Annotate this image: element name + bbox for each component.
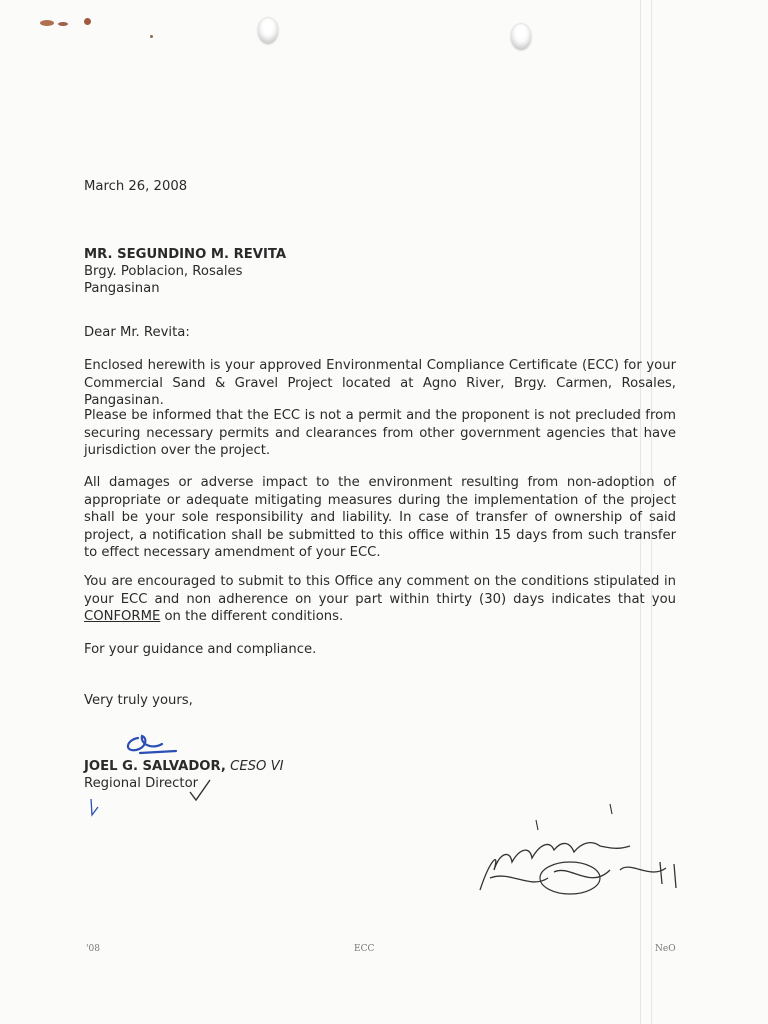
footer-center: ECC xyxy=(354,944,375,954)
punch-hole xyxy=(511,24,531,50)
closing: Very truly yours, xyxy=(84,693,193,708)
recipient-name: MR. SEGUNDINO M. REVITA xyxy=(84,247,287,262)
check-mark xyxy=(188,778,218,808)
stain-mark xyxy=(40,20,54,26)
paragraph-2: Please be informed that the ECC is not a permit and the proponent is not precluded from securing necessary permits and clearances from other government agencies that have jurisdiction over the project. xyxy=(84,408,676,459)
blue-pen-mark xyxy=(88,797,102,819)
footer-right: NeO xyxy=(655,944,676,954)
punch-hole xyxy=(258,18,278,44)
letter-date: March 26, 2008 xyxy=(84,179,188,194)
handwritten-receipt-signature xyxy=(470,800,700,910)
signatory-line xyxy=(84,758,284,776)
recipient-address-line1: Brgy. Poblacion, Rosales xyxy=(84,264,243,279)
recipient-address-line2: Pangasinan xyxy=(84,281,160,296)
stain-mark xyxy=(150,35,153,38)
signatory-name: JOEL G. SALVADOR, xyxy=(84,759,226,774)
paragraph-4-text-end: on the different conditions. xyxy=(160,609,344,625)
paragraph-4-text: You are encouraged to submit to this Office any comment on the conditions stipulated in your ECC and non adherence on your part within thirty (30) days indicates that you xyxy=(84,574,676,607)
paragraph-3: All damages or adverse impact to the environment resulting from non-adoption of appropriate or adequate mitigating measures during the implementation of the project shall be your sole responsibility and liability. In case of transfer of ownership of said project, a notification shall be submitted to this office within 15 days from such transfer to effect necessary amendment of your ECC. xyxy=(84,475,676,561)
stain-mark xyxy=(84,18,91,25)
signatory-position: Regional Director xyxy=(84,776,199,791)
conforme-underlined: CONFORME xyxy=(84,609,161,625)
paragraph-4 xyxy=(84,573,676,626)
footer-left: '08 xyxy=(86,944,100,954)
paragraph-1: Enclosed herewith is your approved Environmental Compliance Certificate (ECC) for your Commercial Sand & Gravel Project located at Agno River, Brgy. Carmen, Rosales, Pangasinan. xyxy=(84,358,676,409)
stain-mark xyxy=(58,22,68,26)
paragraph-5: For your guidance and compliance. xyxy=(84,642,317,657)
salutation: Dear Mr. Revita: xyxy=(84,325,190,340)
signatory-title: CESO VI xyxy=(230,759,284,774)
